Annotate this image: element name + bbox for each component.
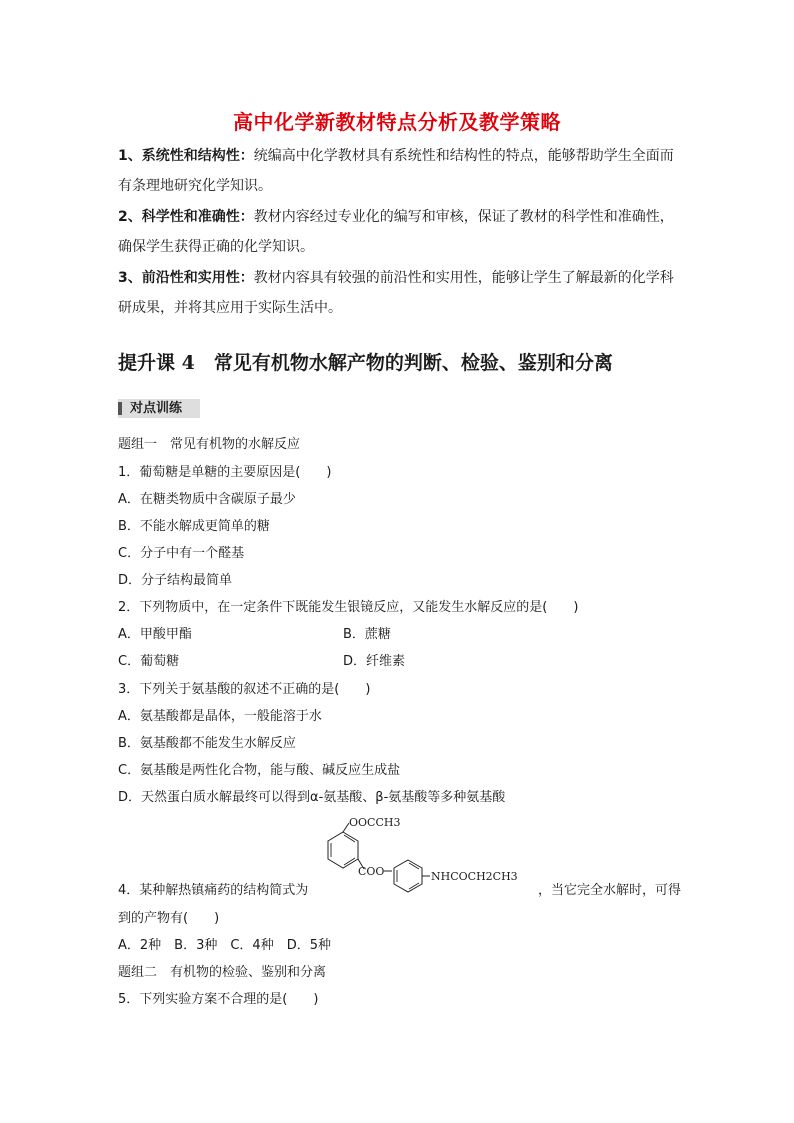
- group-title-1: 题组一 常见有机物的水解反应: [118, 437, 301, 452]
- question-1-option-d: D．分子结构最简单: [118, 573, 233, 588]
- intro-item-2: [118, 202, 683, 262]
- amide-label: NHCOCH2CH3: [431, 870, 518, 883]
- ester-label: COO: [358, 865, 385, 878]
- question-3-option-b: B．氨基酸都不能发生水解反应: [118, 736, 296, 751]
- intro-item-3: [118, 263, 683, 323]
- question-2-option-d: D．纤维素: [343, 654, 406, 669]
- question-1-option-c: C．分子中有一个醛基: [118, 546, 245, 561]
- question-4-stem-suffix: ，当它完全水解时，可得: [538, 883, 682, 898]
- section-marker: [118, 402, 122, 415]
- question-4-stem-prefix: 4．某种解热镇痛药的结构简式为: [118, 883, 309, 898]
- question-2-option-b: B．蔗糖: [343, 627, 391, 642]
- page-title: 高中化学新教材特点分析及教学策略: [233, 110, 561, 134]
- substituent-top-label: OOCCH3: [349, 816, 401, 829]
- group-title-2: 题组二 有机物的检验、鉴别和分离: [118, 965, 327, 980]
- benzene-ring-2: [394, 860, 422, 892]
- section-label: 对点训练: [130, 401, 183, 416]
- question-3-option-c: C．氨基酸是两性化合物，能与酸、碱反应生成盐: [118, 763, 401, 778]
- intro-text: 教材内容具有较强的前沿性和实用性，能够让学生了解最新的化学科研成果，并将其应用于实际生活中。: [118, 270, 674, 316]
- section-tag: [118, 399, 200, 418]
- question-3-option-d: D．天然蛋白质水解最终可以得到α-氨基酸、β-氨基酸等多种氨基酸: [118, 790, 506, 805]
- chemical-structure-diagram: [318, 815, 536, 895]
- intro-label: 2、科学性和准确性：: [118, 209, 254, 225]
- intro-label: 3、前沿性和实用性：: [118, 270, 254, 286]
- question-4-options: A．2种 B．3种 C．4种 D．5种: [118, 938, 331, 953]
- question-1-stem: 1．葡萄糖是单糖的主要原因是( ): [118, 465, 332, 480]
- question-5-stem: 5．下列实验方案不合理的是( ): [118, 992, 319, 1007]
- question-1-option-a: A．在糖类物质中含碳原子最少: [118, 492, 296, 507]
- intro-item-1: [118, 141, 683, 201]
- lesson-title: 提升课 4 常见有机物水解产物的判断、检验、鉴别和分离: [118, 352, 613, 374]
- question-2-stem: 2．下列物质中，在一定条件下既能发生银镜反应，又能发生水解反应的是( ): [118, 600, 579, 615]
- intro-label: 1、系统性和结构性：: [118, 148, 254, 164]
- question-2-option-a: A．甲酸甲酯: [118, 627, 192, 642]
- question-1-option-b: B．不能水解成更简单的糖: [118, 519, 270, 534]
- question-3-option-a: A．氨基酸都是晶体，一般能溶于水: [118, 709, 322, 724]
- question-2-option-c: C．葡萄糖: [118, 654, 180, 669]
- question-4-stem-line2: 到的产物有( ): [118, 911, 220, 926]
- intro-text: 教材内容经过专业化的编写和审核，保证了教材的科学性和准确性，确保学生获得正确的化学知识。: [118, 209, 674, 255]
- intro-text: 统编高中化学教材具有系统性和结构性的特点，能够帮助学生全面而有条理地研究化学知识。: [118, 148, 674, 194]
- question-3-stem: 3．下列关于氨基酸的叙述不正确的是( ): [118, 682, 371, 697]
